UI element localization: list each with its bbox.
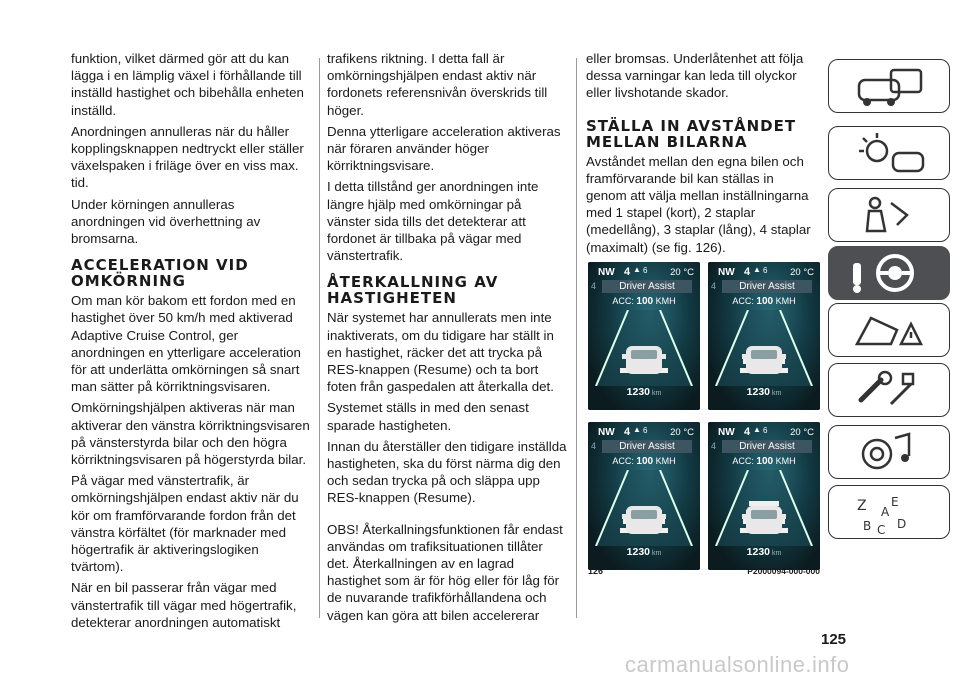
car-icon: ▲ — [753, 425, 761, 434]
figure-code: P2000094-000-000 — [747, 566, 820, 576]
odometer-unit: km — [772, 390, 782, 397]
accident-warning-icon — [851, 310, 927, 352]
mode-value: 6 — [643, 266, 648, 275]
odometer — [588, 386, 700, 398]
odometer-unit: km — [772, 550, 782, 557]
acc-speed: 100 — [636, 296, 654, 307]
paragraph: Under körningen annulleras anordningen vid överhettning av bromsarna. — [71, 196, 261, 247]
acc-unit: KMH — [655, 296, 676, 306]
figure-126 — [588, 262, 820, 580]
odometer — [708, 546, 820, 558]
compass-direction: NW — [718, 427, 735, 438]
acc-label: ACC: — [732, 296, 754, 306]
section-heading-distance: STÄLLA IN AVSTÅNDET MELLAN BILARNA — [586, 116, 797, 151]
acc-readout — [588, 456, 700, 467]
temperature: 20 °C — [790, 427, 814, 438]
car-dashboard-icon — [851, 66, 927, 108]
side-value: 4 — [591, 281, 597, 291]
side-value: 4 — [711, 441, 717, 451]
acc-speed: 100 — [756, 296, 774, 307]
mode-value: 6 — [763, 266, 768, 275]
chapter-tab-7[interactable] — [828, 425, 950, 479]
page-number: 125 — [821, 631, 847, 648]
car-icon: ▲ — [633, 425, 641, 434]
svg-text:E: E — [891, 495, 899, 509]
column-divider — [319, 58, 320, 618]
cluster-display — [708, 262, 820, 410]
road-graphic — [588, 310, 700, 386]
text-column-1 — [71, 50, 311, 635]
steering-key-icon — [851, 253, 927, 295]
driver-assist-title: Driver Assist — [722, 440, 812, 453]
temperature: 20 °C — [670, 267, 694, 278]
figure-number: 126 — [588, 566, 604, 576]
paragraph: Om man kör bakom ett fordon med en hastighet över 50 km/h med aktiverad Adaptive Cruise Control, ger anordningen en ytterligare acceleration för att underlätta omkörningen så snart man sätter på körriktningsvisaren. — [71, 293, 301, 395]
compass-direction: NW — [718, 267, 735, 278]
car-icon: ▲ — [753, 265, 761, 274]
own-car-icon — [622, 346, 666, 374]
note-paragraph: OBS! Återkallningsfunktionen får endast användas om trafiksituationen tillåter det. Återkallningen av en lagrad hastighet som är för hög eller för låg för de nuvarande trafikförhållandena och vägen kan göra att bilen accelererar — [327, 521, 563, 623]
compass-direction: NW — [598, 427, 615, 438]
svg-text:A: A — [881, 505, 890, 519]
acc-unit: KMH — [655, 456, 676, 466]
gear-indicator: 4 — [624, 266, 631, 278]
chapter-tab-3[interactable] — [828, 188, 950, 242]
odometer-value: 1230 — [626, 546, 650, 558]
paragraph: I detta tillstånd ger anordningen inte längre hjälp med omkörningar på vänster sida tills det detekterar att fordonet är tillbaka på vägar med vänstertrafik. — [327, 179, 539, 264]
gear-indicator: 4 — [624, 426, 631, 438]
side-value: 4 — [591, 441, 597, 451]
chapter-tab-6[interactable] — [828, 363, 950, 417]
acc-unit: KMH — [775, 296, 796, 306]
paragraph: trafikens riktning. I detta fall är omkörningshjälpen endast aktiv när fordonets referensnivån överskrids till höger. — [327, 51, 548, 118]
acc-readout — [588, 296, 700, 307]
acc-speed: 100 — [636, 456, 654, 467]
section-heading-overtake: ACCELERATION VID OMKÖRNING — [71, 256, 249, 291]
acc-speed: 100 — [756, 456, 774, 467]
acc-label: ACC: — [732, 456, 754, 466]
mode-value: 6 — [643, 426, 648, 435]
paragraph: eller bromsas. Underlåtenhet att följa dessa varningar kan leda till olyckor eller livshotande skador. — [586, 51, 804, 101]
odometer-value: 1230 — [746, 386, 770, 398]
mode-value: 6 — [763, 426, 768, 435]
acc-readout — [708, 296, 820, 307]
chapter-tab-2[interactable] — [828, 126, 950, 180]
odometer-unit: km — [652, 550, 662, 557]
own-car-icon — [742, 506, 786, 534]
own-car-icon — [622, 506, 666, 534]
gear-indicator: 4 — [744, 266, 751, 278]
acc-unit: KMH — [775, 456, 796, 466]
section-heading-resume: ÅTERKALLNING AV HASTIGHETEN — [327, 273, 499, 308]
car-icon: ▲ — [633, 265, 641, 274]
chapter-tab-4[interactable] — [828, 246, 950, 300]
service-tools-icon — [851, 370, 927, 412]
driver-assist-title: Driver Assist — [602, 440, 692, 453]
watermark: carmanualsonline.info — [625, 652, 850, 677]
temperature: 20 °C — [670, 427, 694, 438]
paragraph: Omkörningshjälpen aktiveras när man aktiverar den vänstra körriktningsvisaren på vänsterstyrda bilar och den högra körriktningsvisaren på högerstyrda bilar. — [71, 400, 310, 468]
cluster-display — [588, 262, 700, 410]
acc-readout — [708, 456, 820, 467]
paragraph: Avståndet mellan den egna bilen och framförvarande bil kan ställas in genom att välja mellan inställningarna med 1 stapel (kort), 2 staplar (medellång), 3 staplar (lång), 4 staplar (maximalt) (se fig. 126). — [586, 153, 811, 255]
paragraph: funktion, vilket därmed gör att du kan lägga i en lämplig växel i förhållande till inställd hastighet och bibehålla enheten inställd. — [71, 51, 304, 118]
distance-bar — [749, 501, 779, 506]
svg-text:B: B — [863, 519, 872, 533]
chapter-tab-8[interactable] — [828, 485, 950, 539]
odometer — [588, 546, 700, 558]
text-column-3 — [586, 50, 816, 260]
paragraph: Anordningen annulleras när du håller kopplingsknappen nedtryckt eller ställer växelspaken i friläge över en viss max. tid. — [71, 123, 304, 191]
alphabet-index-icon — [851, 492, 927, 534]
side-value: 4 — [711, 281, 717, 291]
cluster-display — [708, 422, 820, 570]
driver-assist-title: Driver Assist — [722, 280, 812, 293]
own-car-icon — [742, 346, 786, 374]
lights-icon — [851, 133, 927, 175]
column-divider — [576, 58, 577, 618]
odometer-value: 1230 — [746, 546, 770, 558]
temperature: 20 °C — [790, 267, 814, 278]
odometer — [708, 386, 820, 398]
multimedia-icon — [851, 432, 927, 474]
paragraph: På vägar med vänstertrafik, är omkörningshjälpen endast aktiv när du kör om framförvarande fordon från det vänstra körfältet (för marknader med högertrafik är aktiveringslogiken tvärtom). — [71, 473, 299, 575]
driver-assist-title: Driver Assist — [602, 280, 692, 293]
chapter-tab-1[interactable] — [828, 59, 950, 113]
svg-text:Z: Z — [857, 498, 867, 514]
seat-airbag-icon — [851, 195, 927, 237]
svg-text:D: D — [897, 517, 907, 531]
road-graphic — [708, 470, 820, 546]
road-graphic — [588, 470, 700, 546]
road-graphic — [708, 310, 820, 386]
compass-direction: NW — [598, 267, 615, 278]
paragraph: Innan du återställer den tidigare inställda hastigheten, ska du först närma dig den och sedan trycka på och släppa upp RES-knappen (Resume). — [327, 438, 567, 506]
paragraph: När systemet har annullerats men inte inaktiverats, om du tidigare har ställt in en hastighet, räcker det att trycka på RES-knappen (Resume) och ta bort foten från gaspedalen att återkalla det. — [327, 310, 554, 395]
cluster-display — [588, 422, 700, 570]
paragraph: Systemet ställs in med den senast sparade hastigheten. — [327, 400, 529, 433]
text-column-2 — [327, 50, 567, 628]
odometer-unit: km — [652, 390, 662, 397]
svg-text:C: C — [877, 523, 886, 534]
paragraph: När en bil passerar från vägar med vänstertrafik till vägar med högertrafik, detekterar anordningen automatiskt — [71, 580, 297, 630]
gear-indicator: 4 — [744, 426, 751, 438]
acc-label: ACC: — [612, 456, 634, 466]
acc-label: ACC: — [612, 296, 634, 306]
chapter-tab-5[interactable] — [828, 303, 950, 357]
odometer-value: 1230 — [626, 386, 650, 398]
paragraph: Denna ytterligare acceleration aktiveras när föraren använder höger körriktningsvisare. — [327, 123, 561, 174]
